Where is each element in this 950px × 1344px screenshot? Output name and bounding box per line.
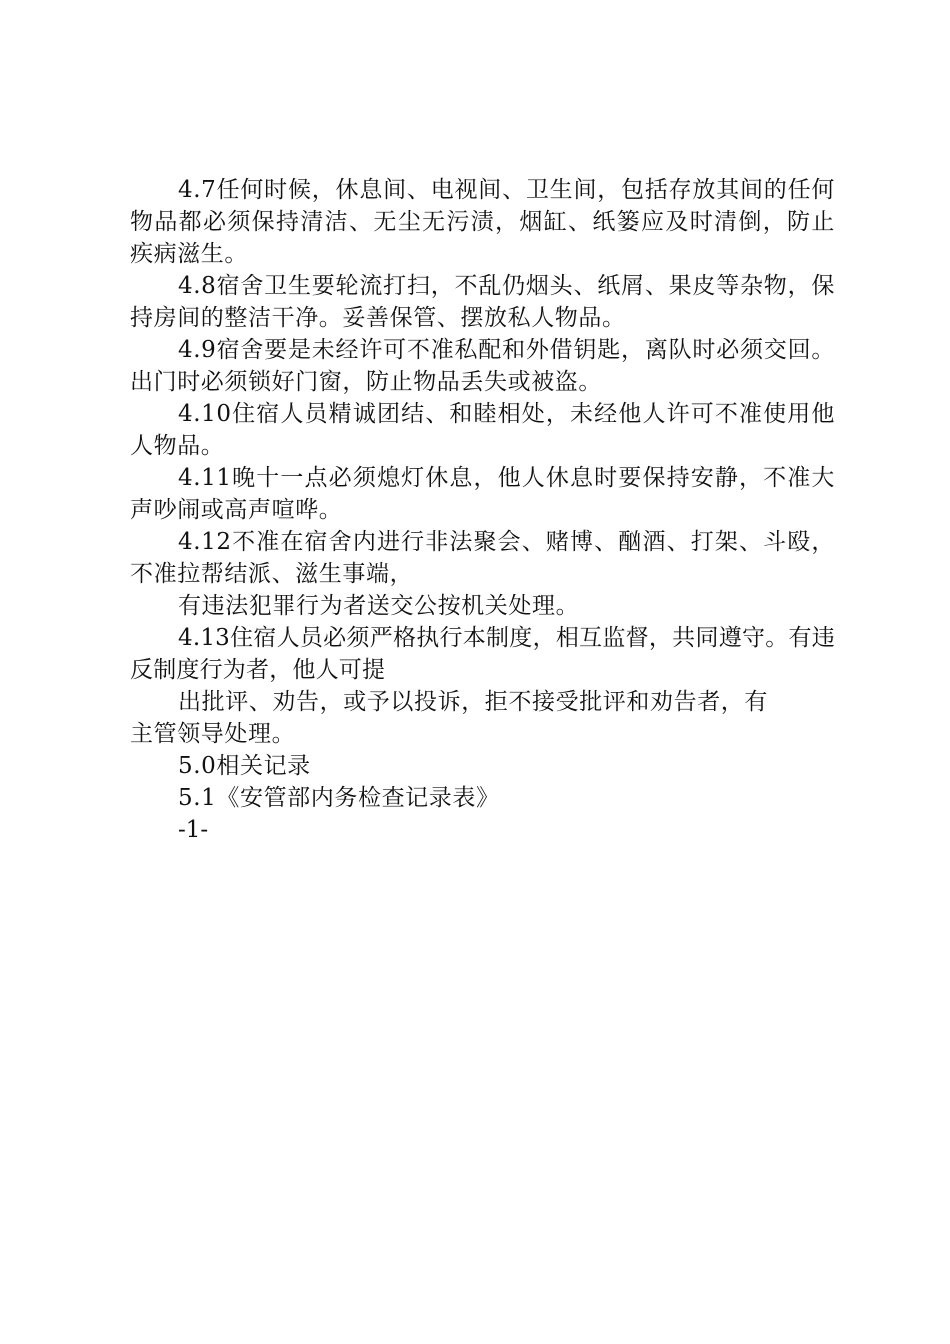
section-5-0-heading: 5.0相关记录 <box>178 753 311 779</box>
document-body <box>130 174 835 846</box>
paragraph-4-13: 4.13住宿人员必须严格执行本制度，相互监督，共同遵守。有违反制度行为者，他人可提 <box>130 625 835 683</box>
paragraph-4-11: 4.11晚十一点必须熄灯休息，他人休息时要保持安静，不准大声吵闹或高声喧哗。 <box>130 465 835 523</box>
paragraph-4-9: 4.9宿舍要是未经许可不准私配和外借钥匙，离队时必须交回。出门时必须锁好门窗，防止物品丢失或被盗。 <box>130 337 835 395</box>
paragraph-4-13-continuation: 出批评、劝告，或予以投诉，拒不接受批评和劝告者，有 <box>178 689 768 715</box>
section-5-1-item: 5.1《安管部内务检查记录表》 <box>178 785 500 811</box>
paragraph-4-8: 4.8宿舍卫生要轮流打扫，不乱仍烟头、纸屑、果皮等杂物，保持房间的整洁干净。妥善保管、摆放私人物品。 <box>130 273 835 331</box>
paragraph-4-13-end: 主管领导处理。 <box>130 721 296 747</box>
paragraph-4-10: 4.10住宿人员精诚团结、和睦相处，未经他人许可不准使用他人物品。 <box>130 401 835 459</box>
paragraph-4-12: 4.12不准在宿舍内进行非法聚会、赌博、酗酒、打架、斗殴，不准拉帮结派、滋生事端， <box>130 529 835 587</box>
page-number: -1- <box>178 817 209 843</box>
paragraph-4-12-continuation: 有违法犯罪行为者送交公按机关处理。 <box>178 593 580 619</box>
paragraph-4-7: 4.7任何时候，休息间、电视间、卫生间，包括存放其间的任何物品都必须保持清洁、无尘无污渍，烟缸、纸篓应及时清倒，防止疾病滋生。 <box>130 177 835 267</box>
